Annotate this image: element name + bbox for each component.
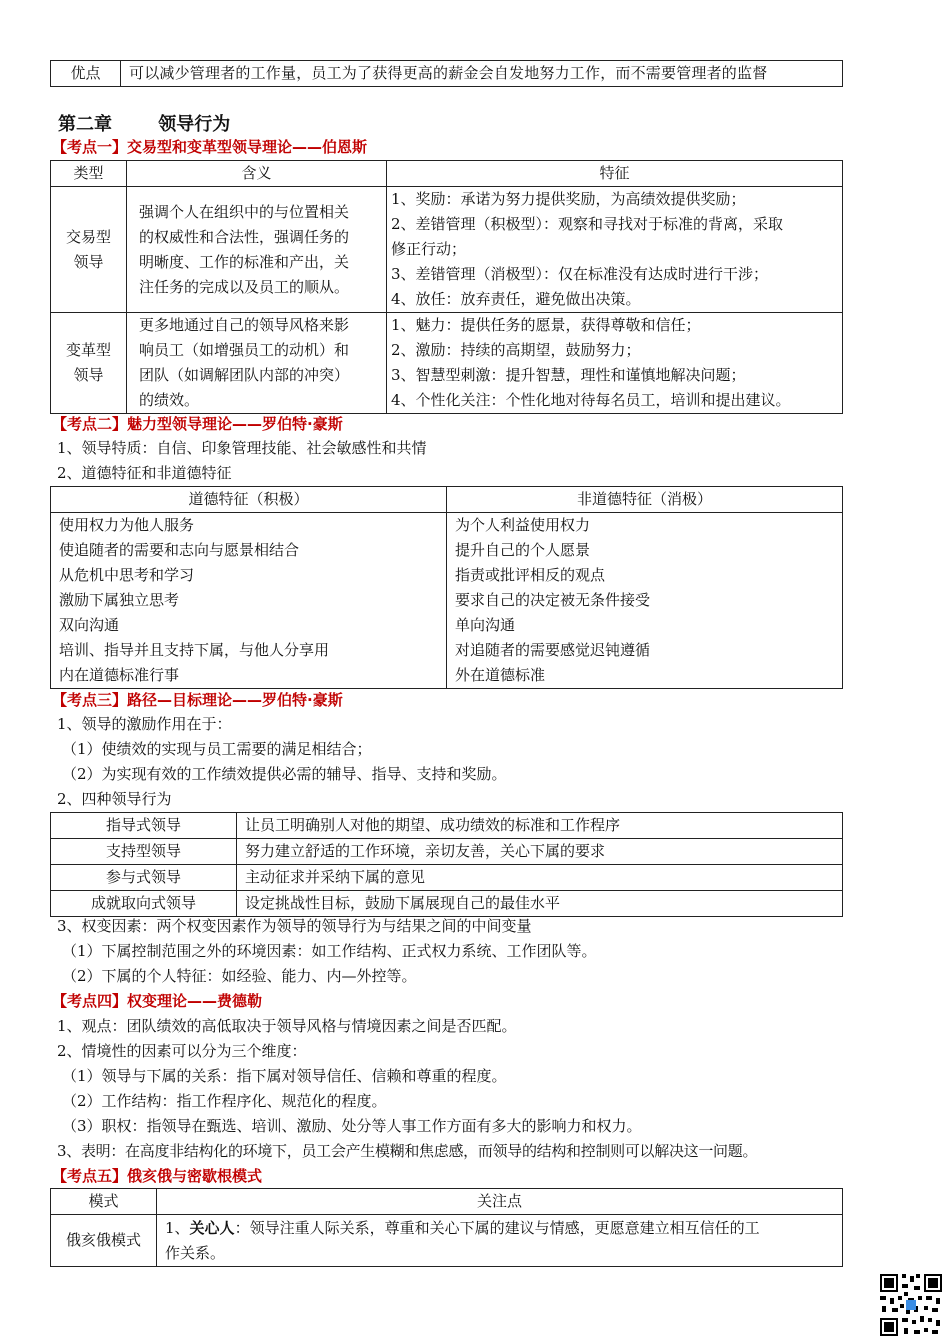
kd2-unethical-list: [447, 513, 843, 689]
kd4-line3: （2）工作结构：指工作程序化、规范化的程度。: [62, 1092, 387, 1110]
kd4-line1: 2、情境性的因素可以分为三个维度：: [57, 1042, 307, 1060]
list-item: 使追随者的需要和志向与愿景相结合: [59, 541, 300, 559]
advantage-label: 优点: [51, 61, 121, 87]
kd5-row-bold: 关心人: [189, 1218, 235, 1237]
list-item: 提升自己的个人愿景: [455, 541, 591, 559]
chapter-number: 第二章: [58, 114, 112, 135]
advantage-table: [50, 60, 843, 87]
kd1-header-features: 特征: [387, 161, 843, 187]
kd3-line-a3: 2、四种领导行为: [57, 790, 172, 808]
table-row: 指导式领导 让员工明确别人对他的期望、成功绩效的标准和工作程序: [51, 813, 843, 839]
advantage-text: 可以减少管理者的工作量，员工为了获得更高的薪金会自发地努力工作，而不需要管理者的监督: [121, 61, 843, 87]
kd1-header-meaning: 含义: [127, 161, 387, 187]
chapter-heading: [58, 110, 230, 136]
kd2-ethical-list: [51, 513, 447, 689]
kd3-line-a2: （2）为实现有效的工作绩效提供必需的辅导、指导、支持和奖励。: [62, 765, 507, 783]
kd2-header-unethical: 非道德特征（消极）: [447, 487, 843, 513]
kd1-row-transformational-type: 变革型 领导: [51, 313, 127, 414]
kd3-behavior-table: [50, 812, 843, 917]
kd1-title: 【考点一】交易型和变革型领导理论——伯恩斯: [52, 138, 368, 156]
list-item: 使用权力为他人服务: [59, 516, 195, 534]
list-item: 从危机中思考和学习: [59, 566, 195, 584]
list-item: 激励下属独立思考: [59, 591, 180, 609]
kd4-line5: 3、表明：在高度非结构化的环境下，员工会产生模糊和焦虑感，而领导的结构和控制则可以解决这一问题。: [57, 1142, 758, 1160]
list-item: 要求自己的决定被无条件接受: [455, 591, 651, 609]
kd4-line4: （3）职权：指领导在甄选、培训、激励、处分等人事工作方面有多大的影响力和权力。: [62, 1117, 642, 1135]
kd1-row-transactional-type: 交易型 领导: [51, 187, 127, 313]
kd3-line-b2: （2）下属的个人特征：如经验、能力、内—外控等。: [62, 967, 417, 985]
kd5-title: 【考点五】俄亥俄与密歇根模式: [52, 1167, 263, 1185]
kd5-row-text: 1、关心人：领导注重人际关系，尊重和关心下属的建议与情感，更愿意建立相互信任的工 作关系。: [157, 1215, 843, 1267]
kd3-line-b0: 3、权变因素：两个权变因素作为领导的领导行为与结果之间的中间变量: [57, 917, 532, 935]
kd3-line-a0: 1、领导的激励作用在于：: [57, 715, 232, 733]
kd1-table: [50, 160, 843, 414]
list-item: 培训、指导并且支持下属，与他人分享用: [59, 641, 330, 659]
kd5-header-focus: 关注点: [157, 1189, 843, 1215]
kd3-line-b1: （1）下属控制范围之外的环境因素：如工作结构、正式权力系统、工作团队等。: [62, 942, 597, 960]
kd2-line1: 1、领导特质：自信、印象管理技能、社会敏感性和共情: [57, 439, 427, 457]
kd1-row-transactional-meaning: 强调个人在组织中的与位置相关 的权威性和合法性，强调任务的 明晰度、工作的标准和产出，关 注任务的完成以及员工的顺从。: [127, 187, 387, 313]
kd3-title: 【考点三】路径—目标理论——罗伯特·豪斯: [52, 691, 343, 709]
kd5-table: [50, 1188, 843, 1267]
list-item: 为个人利益使用权力: [455, 516, 591, 534]
kd2-header-ethical: 道德特征（积极）: [51, 487, 447, 513]
kd4-line2: （1）领导与下属的关系：指下属对领导信任、信赖和尊重的程度。: [62, 1067, 507, 1085]
kd2-title: 【考点二】魅力型领导理论——罗伯特·豪斯: [52, 415, 343, 433]
list-item: 双向沟通: [59, 616, 120, 634]
list-item: 对追随者的需要感觉迟钝遵循: [455, 641, 651, 659]
chapter-title: 领导行为: [158, 114, 231, 135]
qr-code-icon: [878, 1272, 944, 1338]
kd4-line0: 1、观点：团队绩效的高低取决于领导风格与情境因素之间是否匹配。: [57, 1017, 517, 1035]
kd1-row-transactional-features: 1、奖励：承诺为努力提供奖励，为高绩效提供奖励； 2、差错管理（积极型）：观察和寻找对于标准的背离，采取 修正行动； 3、差错管理（消极型）：仅在标准没有达成时进行干涉； 4、放任：放弃责任，避免做出决策。: [387, 187, 843, 313]
table-row: 支持型领导 努力建立舒适的工作环境，亲切友善，关心下属的要求: [51, 839, 843, 865]
kd1-row-transformational-features: 1、魅力：提供任务的愿景，获得尊敬和信任； 2、激励：持续的高期望，鼓励努力； 3、智慧型刺激：提升智慧，理性和谨慎地解决问题； 4、个性化关注：个性化地对待每名员工，培训和提出建议。: [387, 313, 843, 414]
kd2-line2: 2、道德特征和非道德特征: [57, 464, 232, 482]
table-row: 成就取向式领导 设定挑战性目标，鼓励下属展现自己的最佳水平: [51, 891, 843, 917]
kd1-row-transformational-meaning: 更多地通过自己的领导风格来影 响员工（如增强员工的动机）和 团队（如调解团队内部的冲突） 的绩效。: [127, 313, 387, 414]
table-row: 参与式领导 主动征求并采纳下属的意见: [51, 865, 843, 891]
kd5-header-mode: 模式: [51, 1189, 157, 1215]
list-item: 单向沟通: [455, 616, 516, 634]
kd2-ethics-table: [50, 486, 843, 689]
kd5-row-label: 俄亥俄模式: [51, 1215, 157, 1267]
list-item: 指责或批评相反的观点: [455, 566, 606, 584]
kd1-header-type: 类型: [51, 161, 127, 187]
kd4-title: 【考点四】权变理论——费德勒: [52, 992, 263, 1010]
list-item: 内在道德标准行事: [59, 666, 180, 684]
list-item: 外在道德标准: [455, 666, 546, 684]
kd3-line-a1: （1）使绩效的实现与员工需要的满足相结合；: [62, 740, 372, 758]
